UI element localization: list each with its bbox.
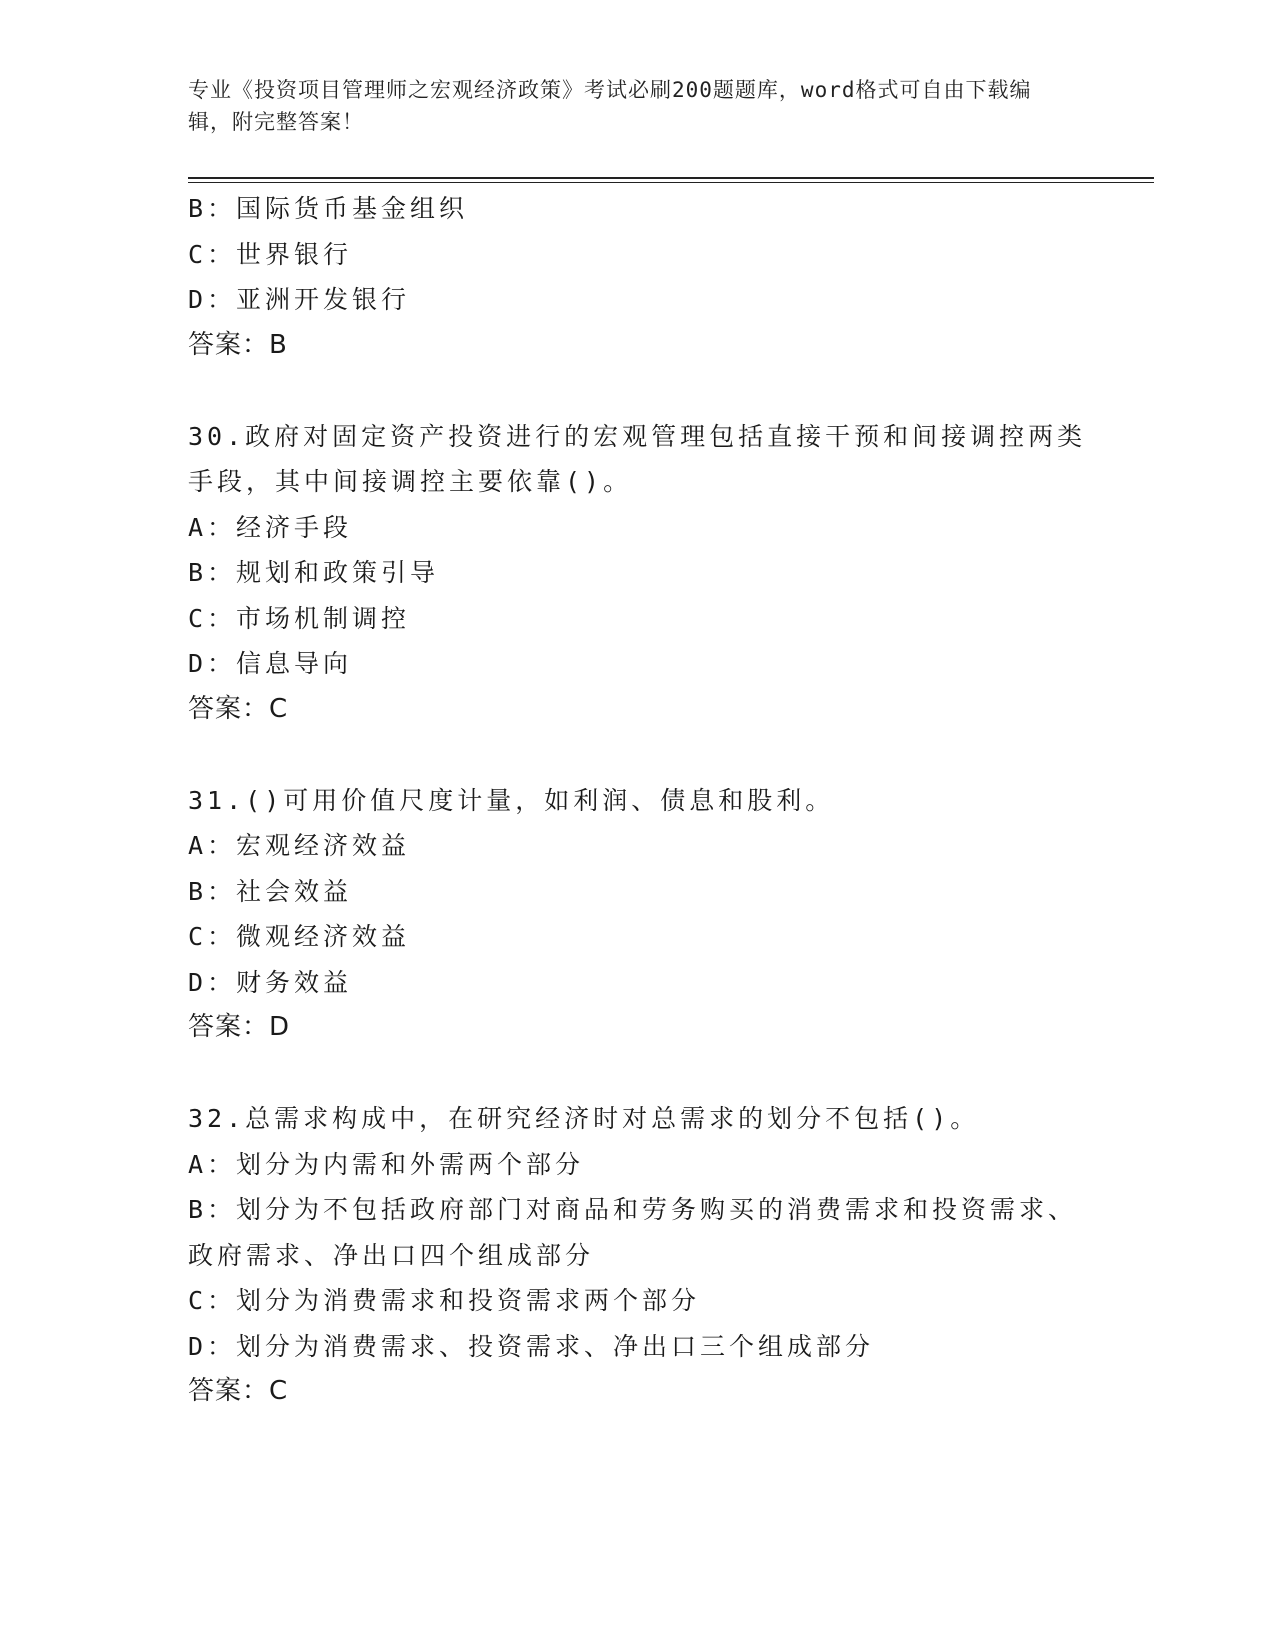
question-31 <box>188 778 1088 1051</box>
option-d: D：财务效益 <box>188 967 353 997</box>
option-a: A：经济手段 <box>188 512 353 542</box>
option-a: A：划分为内需和外需两个部分 <box>188 1149 585 1179</box>
question-text: 32.总需求构成中，在研究经济时对总需求的划分不包括()。 <box>188 1104 980 1133</box>
option-b: B：国际货币基金组织 <box>188 194 469 223</box>
option-d: D：信息导向 <box>188 649 353 678</box>
question-list <box>188 186 1088 1415</box>
answer: 答案：C <box>188 1376 289 1406</box>
option-d: D：划分为消费需求、投资需求、净出口三个组成部分 <box>188 1331 875 1361</box>
option-d: D：亚洲开发银行 <box>188 285 411 314</box>
answer: 答案：B <box>188 329 288 360</box>
question-text: 31.()可用价值尺度计量，如利润、债息和股利。 <box>188 785 835 815</box>
question-30 <box>188 414 1088 733</box>
option-b-continued: 政府需求、净出口四个组成部分 <box>188 1240 595 1270</box>
option-c: C：世界银行 <box>188 239 353 269</box>
question-text-continued: 手段，其中间接调控主要依靠()。 <box>188 467 633 496</box>
option-b: B：划分为不包括政府部门对商品和劳务购买的消费需求和投资需求、 <box>188 1195 1078 1224</box>
option-c: C：划分为消费需求和投资需求两个部分 <box>188 1286 701 1315</box>
spacer <box>188 1051 1088 1097</box>
answer: 答案：C <box>188 693 289 724</box>
option-c: C：市场机制调控 <box>188 603 411 633</box>
question-continued <box>188 186 1088 368</box>
spacer <box>188 368 1088 414</box>
answer: 答案：D <box>188 1012 291 1042</box>
option-c: C：微观经济效益 <box>188 922 411 951</box>
option-a: A：宏观经济效益 <box>188 831 411 860</box>
question-32 <box>188 1096 1088 1415</box>
header-divider-thin <box>188 182 1154 183</box>
question-text: 30.政府对固定资产投资进行的宏观管理包括直接干预和间接调控两类 <box>188 421 1087 451</box>
spacer <box>188 732 1088 778</box>
option-b: B：规划和政策引导 <box>188 558 440 587</box>
document-header: 专业《投资项目管理师之宏观经济政策》考试必刷200题题库，word格式可自由下载编辑，附完整答案！ <box>188 78 1032 134</box>
option-b: B：社会效益 <box>188 876 353 906</box>
header-divider-thick <box>188 177 1154 179</box>
